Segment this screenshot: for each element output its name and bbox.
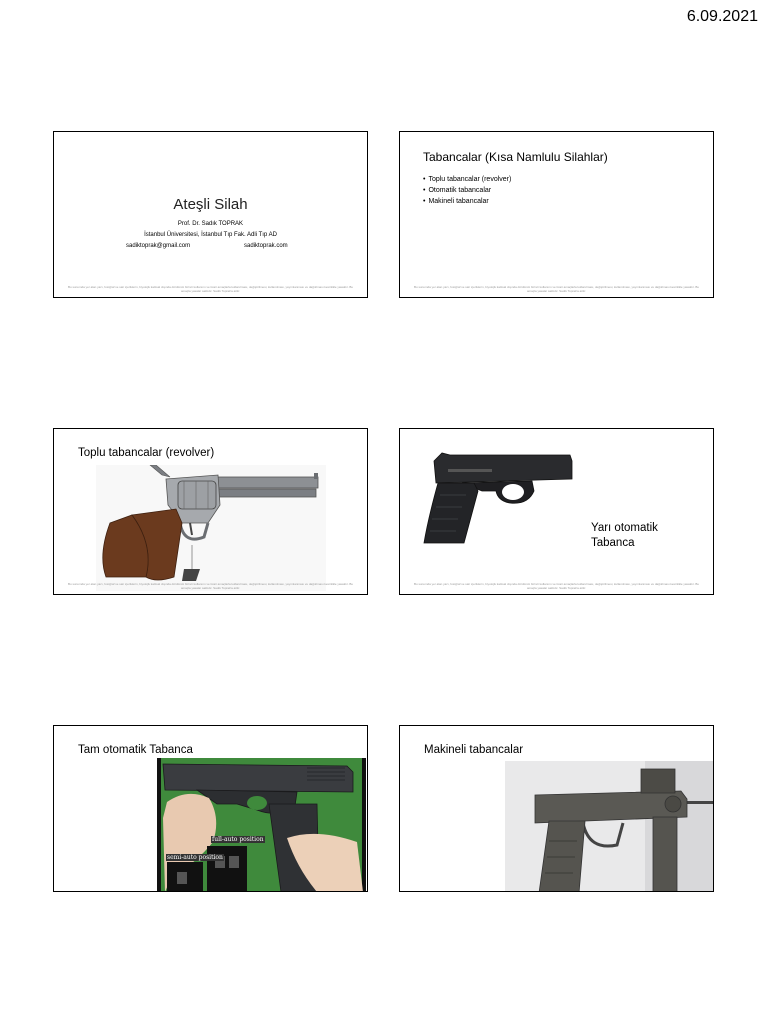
revolver-image: [96, 465, 326, 591]
slide-title: Tam otomatik Tabanca: [78, 744, 193, 756]
caption-line: Tabanca: [591, 537, 635, 549]
bullet-list: [423, 176, 511, 209]
slide-6-submachine-gun: [399, 725, 714, 892]
copyright-footnote: Bu sunumda yer alan yazı, fotoğraf ve sair içeriklerin, biyolojik kalıtsal dışında dördüncü birinci kullanımı ve ticari amaçlarla kullanılması, değiştirilmesi, kullanılması, yayımlanması ve dağıtılması kesinlikle yasaktır. Bu amaçla yasalar saklıdır. Sadık Toprak'a aittir.: [67, 285, 354, 293]
submachine-gun-photo: [505, 761, 713, 892]
slide-3-revolver: [53, 428, 368, 595]
slide-2-pistol-types: [399, 131, 714, 298]
slide-title: Ateşli Silah: [173, 196, 248, 213]
author-website: sadiktoprak.com: [244, 243, 288, 249]
slide-1-title: [53, 131, 368, 298]
semi-auto-label: semi-auto position: [167, 854, 223, 861]
caption-line: Yarı otomatik: [591, 522, 658, 534]
author-email: sadiktoprak@gmail.com: [126, 243, 191, 249]
institution: İstanbul Üniversitesi, İstanbul Tıp Fak. Adli Tıp AD: [144, 232, 277, 238]
author-name: Prof. Dr. Sadık TOPRAK: [177, 221, 244, 227]
image-caption: [591, 521, 658, 551]
copyright-footnote: Bu sunumda yer alan yazı, fotoğraf ve sair içeriklerin, biyolojik kalıtsal dışında dördüncü birinci kullanımı ve ticari amaçlarla kullanılması, değiştirilmesi, kullanılması, yayımlanması ve dağıtılması kesinlikle yasaktır. Bu amaçla yasalar saklıdır. Sadık Toprak'a aittir.: [413, 582, 700, 590]
list-item: • Toplu tabancalar (revolver): [423, 176, 511, 183]
full-auto-label: full-auto position: [212, 836, 264, 843]
copyright-footnote: Bu sunumda yer alan yazı, fotoğraf ve sair içeriklerin, biyolojik kalıtsal dışında dördüncü birinci kullanımı ve ticari amaçlarla kullanılması, değiştirilmesi, kullanılması, yayımlanması ve dağıtılması kesinlikle yasaktır. Bu amaçla yasalar saklıdır. Sadık Toprak'a aittir.: [413, 285, 700, 293]
list-item: • Makineli tabancalar: [423, 198, 511, 205]
slide-title: Toplu tabancalar (revolver): [78, 447, 215, 459]
copyright-footnote: Bu sunumda yer alan yazı, fotoğraf ve sair içeriklerin, biyolojik kalıtsal dışında dördüncü birinci kullanımı ve ticari amaçlarla kullanılması, değiştirilmesi, kullanılması, yayımlanması ve dağıtılması kesinlikle yasaktır. Bu amaçla yasalar saklıdır. Sadık Toprak'a aittir.: [67, 582, 354, 590]
list-item: • Otomatik tabancalar: [423, 187, 511, 194]
slide-4-semi-automatic: [399, 428, 714, 595]
slide-title: Tabancalar (Kısa Namlulu Silahlar): [423, 150, 608, 164]
slide-title: Makineli tabancalar: [424, 744, 524, 756]
slide-5-full-automatic: [53, 725, 368, 892]
page-date: 6.09.2021: [686, 8, 758, 25]
automatic-pistol-photo: [157, 758, 366, 892]
semi-automatic-pistol-image: [412, 439, 587, 551]
